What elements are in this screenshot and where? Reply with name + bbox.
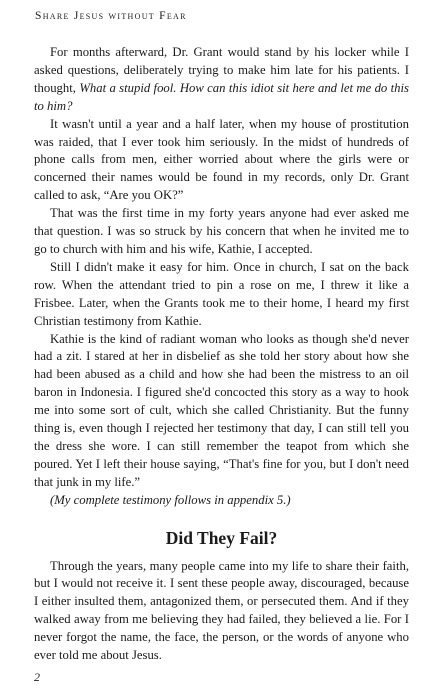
paragraph-text: For months afterward, Dr. Grant would stand by his locker while I asked questions, deliberately trying to make him late for his patients. I thought,	[34, 45, 409, 95]
body-paragraph: That was the first time in my forty years anyone had ever asked me that question. I was so struck by his concern that when he invited me to go to church with him and his wife, Kathie, I accepted.	[34, 206, 409, 256]
body-paragraph: It wasn't until a year and a half later, when my house of prostitution was raided, that I ever took him seriously. In the midst of hundreds of phone calls from men, either worried about where the girls were or concerned their names would be found in my records, only Dr. Grant called to ask, “Are you OK?”	[34, 116, 409, 203]
appendix-note	[34, 492, 409, 510]
section-heading: Did They Fail?	[165, 527, 278, 548]
page-body	[34, 44, 409, 665]
section-paragraph: Through the years, many people came into my life to share their faith, but I would not receive it. I sent these people away, discouraged, because I either insulted them, antagonized them, or persecuted them. And if they walked away from me believing they had failed, they believed a lie. For I never forgot the name, the face, the person, or the words of anyone who ever told me about Jesus.	[34, 558, 409, 663]
running-head: Share Jesus without Fear	[35, 10, 187, 22]
page-number: 2	[34, 670, 40, 684]
body-paragraph: Kathie is the kind of radiant woman who looks as though she'd never had a zit. I stared at her in disbelief as she told her story about how she had been abused as a child and how she had been the mistress to an oil baron in Indonesia. I figured she'd concocted this story as a way to hook me into some sort of cult, which she called Christianity. But the funny thing is, even though I rejected her testimony that day, I can still tell you the dress she wore. I can still remember the teapot from which she poured. Yet I left their house saying, “That's fine for you, but I don't need that junk in my life.”	[34, 331, 409, 489]
body-paragraph: Still I didn't make it easy for him. Once in church, I sat on the back row. When the attendant tried to pin a rose on me, I threw it like a Frisbee. Later, when the Grants took me to their home, I heard my first Christian testimony from Kathie.	[34, 259, 409, 328]
appendix-note-text: (My complete testimony follows in appendix 5.)	[50, 492, 291, 507]
body-paragraph	[34, 44, 409, 116]
paragraph-italic-text: What a stupid fool. How can this idiot sit here and let me do this to him?	[34, 80, 409, 113]
